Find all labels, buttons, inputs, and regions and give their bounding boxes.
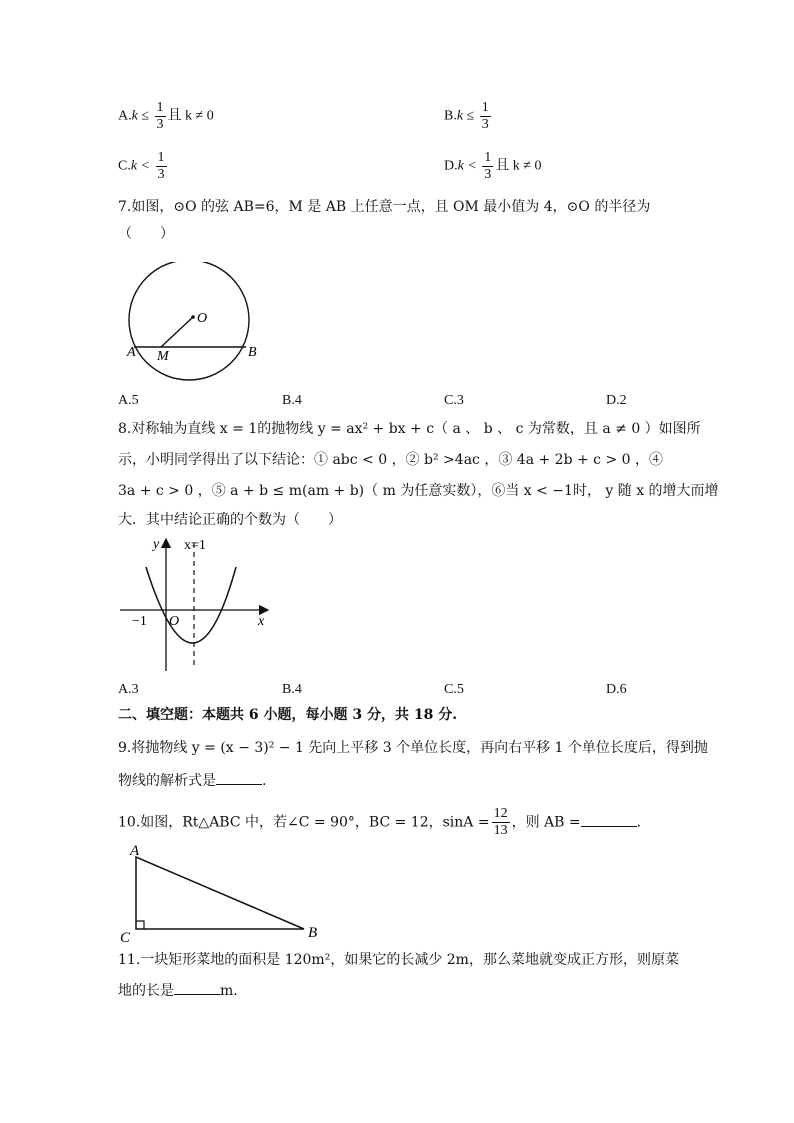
q8-option-d: D.6 [606,682,627,697]
q7-option-a: A.5 [118,393,139,408]
q8-text-line1: 8.对称轴为直线 x = 1的抛物线 y = ax² + bx + c（ a 、 b 、 c 为常数，且 a ≠ 0 ）如图所 [118,421,701,437]
label-y: y [153,537,160,552]
q10-triangle-figure [116,843,326,945]
label-b: B [308,925,318,941]
label-neg-1: −1 [132,614,147,629]
answer-blank [174,980,220,995]
q7-option-b: B.4 [282,393,302,408]
center-point [191,315,195,319]
q8-option-b: B.4 [282,682,302,697]
q8-option-c: C.5 [444,682,464,697]
q9-text-line2: 物线的解析式是 . [118,770,266,790]
segment-om [161,317,193,347]
q11-text-line2: 地的长是 m. [118,980,238,1000]
fraction: $\frac{12}{13}$ [493,806,508,838]
label-x-eq-1: x=1 [184,538,206,553]
section-title: 二、填空题：本题共 6 小题，每小题 3 分，共 18 分. [118,707,458,723]
q7-option-c: C.3 [444,393,464,408]
q8-text-line3: 3a + c > 0 ，⑤ a + b ≤ m(am + b)（ m 为任意实数），⑥当 x < −1时， y 随 x 的增大而增 [118,483,719,499]
q9-text-line1: 9.将抛物线 y = (x − 3)² − 1 先向上平移 3 个单位长度，再向右平移 1 个单位长度后，得到抛 [118,740,708,756]
label-a: A [130,843,140,859]
q8-parabola-figure [118,535,273,675]
q11-text-line1: 11.一块矩形菜地的面积是 120m²，如果它的长减少 2m，那么菜地就变成正方形，则原菜 [118,952,679,968]
fraction: $\frac{1}{3}$ [157,150,165,182]
label-origin: O [169,614,180,629]
q8-text-line2: 示，小明同学得出了以下结论：① abc < 0 ，② b² >4ac ，③ 4a + 2b + c > 0 ，④ [118,452,664,468]
q7-option-d: D.2 [606,393,627,408]
answer-blank [216,770,262,785]
label-o: O [197,311,208,326]
q10-text: 10.如图，Rt△ABC 中，若∠C = 90°，BC = 12，sinA = $\frac{12}{13}$ ，则 AB = . [118,806,642,838]
q6-option-c: C.k < $\frac{1}{3}$ [118,150,165,182]
q6-option-b: B.k ≤ $\frac{1}{3}$ [444,100,489,132]
fraction: $\frac{1}{3}$ [484,150,492,182]
label-x: x [258,614,265,629]
q7-text-line2: （ ） [118,226,174,242]
q8-option-a: A.3 [118,682,139,697]
q7-text-line1: 7.如图，⊙O 的弦 AB=6，M 是 AB 上任意一点，且 OM 最小值为 4，⊙O 的半径为 [118,199,651,215]
fraction: $\frac{1}{3}$ [481,100,489,132]
parabola-curve [146,567,236,643]
label-a: A [127,345,136,360]
q8-text-line4: 大．其中结论正确的个数为（ ） [118,512,342,528]
fraction: $\frac{1}{3}$ [156,100,164,132]
q6-option-d: D.k < $\frac{1}{3}$ 且 k ≠ 0 [444,150,542,182]
label-m: M [157,349,169,364]
label-c: C [120,930,131,945]
right-angle-mark [136,921,144,929]
q6-option-a: A.k ≤ $\frac{1}{3}$ 且 k ≠ 0 [118,100,214,132]
q7-circle-figure [118,262,278,384]
label-b: B [248,345,257,360]
answer-blank [581,812,637,827]
triangle-abc [136,857,304,929]
